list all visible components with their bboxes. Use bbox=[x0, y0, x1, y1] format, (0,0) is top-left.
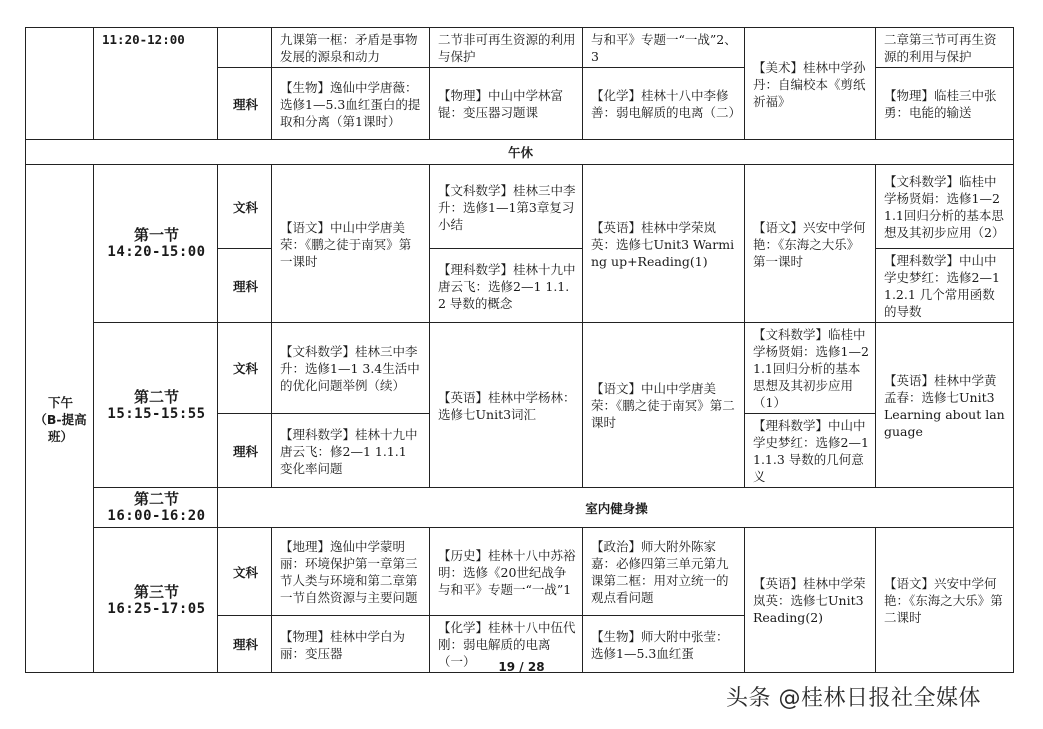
watermark: 头条 @桂林日报社全媒体 bbox=[726, 686, 981, 711]
page-number: 19 / 28 bbox=[498, 660, 545, 674]
period-time: 14:20-15:00 bbox=[107, 244, 206, 260]
track-label: 理科 bbox=[218, 616, 272, 673]
lesson-cell: 【美术】桂林中学孙丹：自编校本《剪纸祈福》 bbox=[745, 28, 876, 140]
lesson-cell: 【语文】兴安中学何艳：《东海之大乐》第二课时 bbox=[876, 528, 1014, 673]
period-cell bbox=[94, 488, 218, 528]
lesson-cell: 【英语】桂林中学荣岚英：选修七Unit3 Reading(2) bbox=[745, 528, 876, 673]
period-cell bbox=[94, 528, 218, 673]
lesson-cell: 【化学】桂林十八中伍代刚：弱电解质的电离（一） bbox=[430, 616, 583, 673]
track-label: 文科 bbox=[218, 323, 272, 414]
lesson-cell: 【生物】师大附中张莹：选修1—5.3血红蛋 bbox=[583, 616, 745, 673]
lesson-cell: 【文科数学】桂林三中李升：选修1—1 3.4生活中的优化问题举例（续） bbox=[272, 323, 430, 414]
lesson-cell: 【物理】临桂三中张勇：电能的输送 bbox=[876, 68, 1014, 140]
lesson-cell: 【语文】中山中学唐美荣：《鹏之徒于南冥》第二课时 bbox=[583, 323, 745, 488]
lesson-cell: 九课第一框：矛盾是事物发展的源泉和动力 bbox=[272, 28, 430, 68]
lesson-cell: 【政治】师大附外陈家嘉：必修四第三单元第九课第二框：用对立统一的观点看问题 bbox=[583, 528, 745, 616]
daypart-label: 下午 （B-提高班） bbox=[26, 165, 94, 673]
lesson-cell: 【地理】逸仙中学蒙明丽：环境保护第一章第三节人类与环境和第二章第一节自然资源与主要问题 bbox=[272, 528, 430, 616]
lesson-cell: 二章第三节可再生资源的利用与保护 bbox=[876, 28, 1014, 68]
lesson-cell: 【理科数学】中山中学史梦红：选修2—1 1.1.3 导数的几何意义 bbox=[745, 414, 876, 488]
table-row bbox=[26, 140, 1014, 165]
lesson-cell: 【语文】兴安中学何艳：《东海之大乐》第一课时 bbox=[745, 165, 876, 323]
lesson-cell: 【历史】桂林十八中苏裕明：选修《20世纪战争与和平》专题一“一战”1 bbox=[430, 528, 583, 616]
track-label: 文科 bbox=[218, 165, 272, 249]
lesson-cell: 【物理】中山中学林富锟：变压器习题课 bbox=[430, 68, 583, 140]
lunch-banner: 午休 bbox=[26, 140, 1014, 165]
period-time: 15:15-15:55 bbox=[107, 405, 206, 422]
period-time: 16:00-16:20 bbox=[107, 508, 206, 524]
lesson-cell: 【语文】中山中学唐美荣：《鹏之徒于南冥》第一课时 bbox=[272, 165, 430, 323]
table-row bbox=[26, 488, 1014, 528]
track-label: 理科 bbox=[218, 414, 272, 488]
period-title: 第二节 bbox=[133, 490, 179, 508]
table-row bbox=[26, 323, 1014, 414]
lesson-cell: 【理科数学】中山中学史梦红：选修2—1 1.2.1 几个常用函数的导数 bbox=[876, 249, 1014, 323]
lesson-cell: 【英语】桂林中学黄孟春：选修七Unit3 Learning about language bbox=[876, 323, 1014, 488]
period-title: 第一节 bbox=[133, 226, 179, 244]
period-cell bbox=[94, 323, 218, 488]
lesson-cell: 【文科数学】临桂中学杨贤娟：选修1—2 1.1回归分析的基本思想及其初步应用（2） bbox=[876, 165, 1014, 249]
period-cell bbox=[94, 165, 218, 323]
period-title: 第三节 bbox=[133, 582, 179, 601]
table-row bbox=[26, 165, 1014, 249]
lesson-cell: 【文科数学】桂林三中李升：选修1—1第3章复习小结 bbox=[430, 165, 583, 249]
daypart-cell-top bbox=[26, 28, 94, 140]
track-label bbox=[218, 28, 272, 68]
lesson-cell: 【理科数学】桂林十九中唐云飞：修2—1 1.1.1 变化率问题 bbox=[272, 414, 430, 488]
table-row bbox=[26, 28, 1014, 68]
lesson-cell: 【英语】桂林中学杨林：选修七Unit3词汇 bbox=[430, 323, 583, 488]
lesson-cell: 【物理】桂林中学白为丽：变压器 bbox=[272, 616, 430, 673]
lesson-cell: 【理科数学】桂林十九中唐云飞：选修2—1 1.1.2 导数的概念 bbox=[430, 249, 583, 323]
track-label: 理科 bbox=[218, 68, 272, 140]
period-title: 第二节 bbox=[133, 387, 179, 406]
lesson-cell: 【生物】逸仙中学唐薇：选修1—5.3血红蛋白的提取和分离（第1课时） bbox=[272, 68, 430, 140]
lesson-cell: 二节非可再生资源的利用与保护 bbox=[430, 28, 583, 68]
lesson-cell: 【文科数学】临桂中学杨贤娟：选修1—2 1.1回归分析的基本思想及其初步应用（1） bbox=[745, 323, 876, 414]
track-label: 理科 bbox=[218, 249, 272, 323]
schedule-table bbox=[25, 27, 1014, 673]
track-label: 文科 bbox=[218, 528, 272, 616]
table-row bbox=[26, 528, 1014, 616]
period-time: 16:25-17:05 bbox=[107, 600, 206, 617]
lesson-cell: 【化学】桂林十八中李修善：弱电解质的电离（二） bbox=[583, 68, 745, 140]
period-time: 11:20-12:00 bbox=[94, 28, 218, 140]
exercise-banner: 室内健身操 bbox=[218, 488, 1014, 528]
lesson-cell: 【英语】桂林中学荣岚英：选修七Unit3 Warming up+Reading(1) bbox=[583, 165, 745, 323]
lesson-cell: 与和平》专题一“一战”2、3 bbox=[583, 28, 745, 68]
